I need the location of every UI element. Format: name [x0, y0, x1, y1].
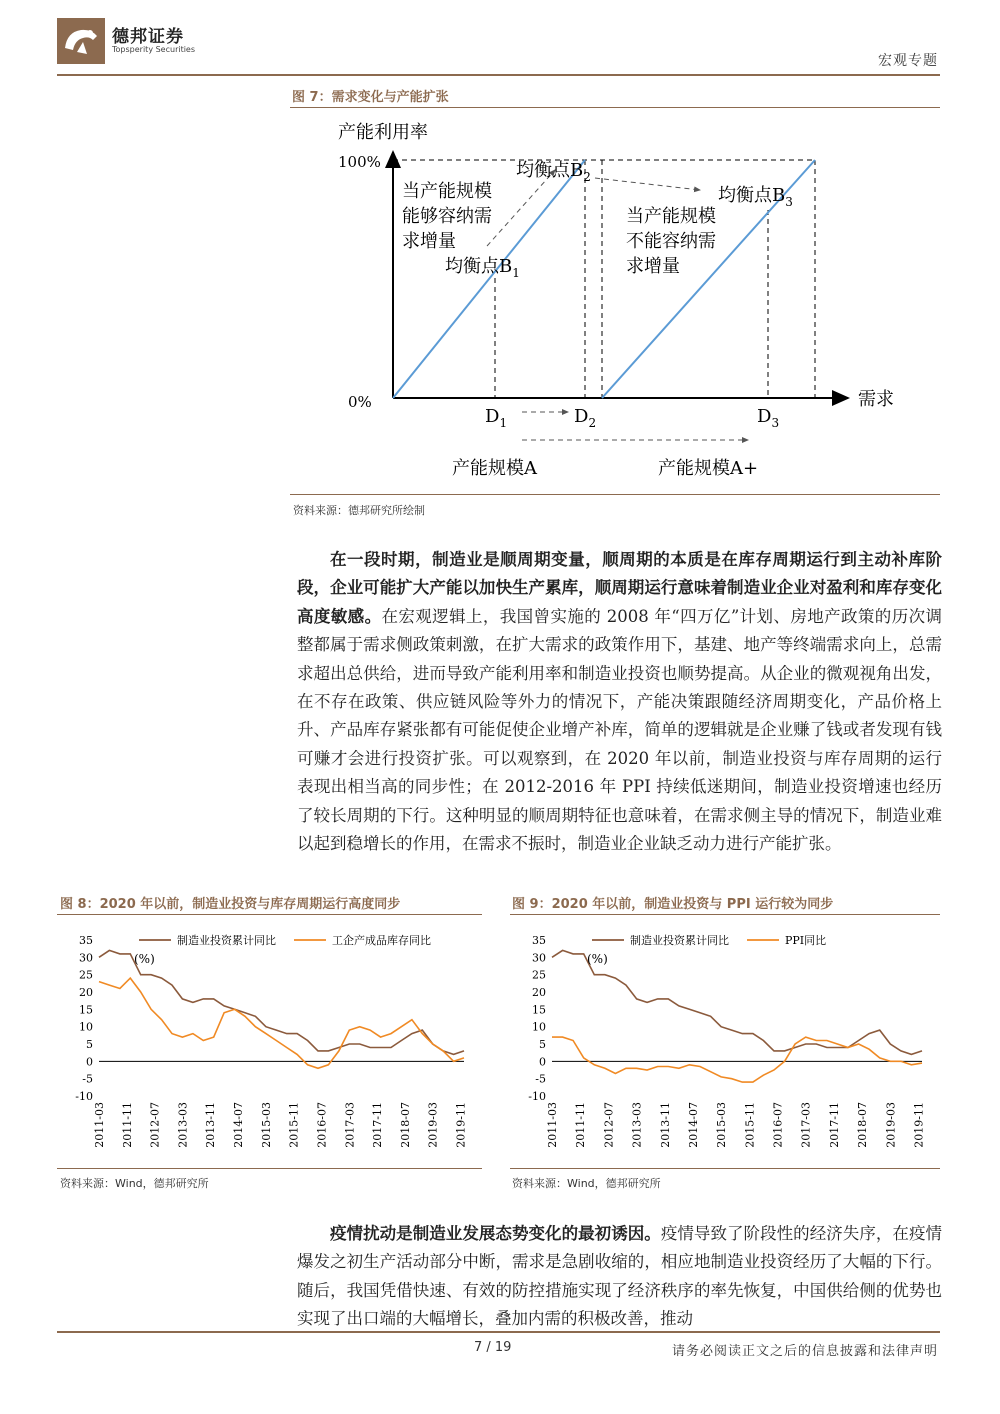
figure7-diagram	[290, 110, 940, 490]
eq-b2-label: 均衡点$B_2$	[516, 160, 591, 184]
y-tick-label: 10	[79, 1020, 93, 1034]
figure9-top-rule	[510, 914, 940, 915]
x-tick-label: 2011-11	[574, 1102, 588, 1148]
series-line-investment	[552, 950, 922, 1054]
legend-label: PPI同比	[785, 934, 827, 947]
x-tick-label: 2015-03	[259, 1102, 273, 1148]
y-bottom-label: 0%	[348, 393, 372, 411]
figure7-bottom-rule	[290, 494, 940, 495]
arrow-b2-b3	[595, 178, 700, 190]
y-axis-label: 产能利用率	[338, 122, 428, 143]
scale-a-label: 产能规模A	[452, 458, 537, 479]
x-tick-label: 2019-03	[884, 1102, 898, 1148]
x-tick-label: 2014-07	[686, 1102, 700, 1148]
legend-label: 制造业投资累计同比	[177, 934, 276, 947]
brand-name-en: Topsperity Securities	[112, 45, 196, 54]
y-tick-label: 30	[79, 951, 93, 965]
y-tick-label: -5	[535, 1072, 546, 1086]
x-tick-label: 2013-11	[204, 1102, 218, 1148]
y-top-label: 100%	[338, 153, 381, 171]
y-tick-label: 25	[532, 968, 546, 982]
x-tick-label: 2018-07	[856, 1102, 870, 1148]
x-tick-label: 2011-03	[93, 1102, 106, 1148]
figure8-source: 资料来源：Wind，德邦研究所	[60, 1177, 209, 1190]
x-tick-label: 2016-07	[315, 1102, 329, 1148]
y-tick-label: 20	[79, 986, 93, 999]
x-tick-label: 2017-03	[799, 1102, 813, 1148]
y-tick-label: -10	[75, 1090, 93, 1103]
figure9-bottom-rule	[510, 1168, 940, 1169]
note-right-line-2: 不能容纳需	[626, 231, 716, 252]
y-tick-label: 0	[539, 1055, 546, 1069]
y-tick-label: 25	[79, 968, 93, 982]
y-tick-label: 5	[539, 1038, 546, 1051]
report-section-label: 宏观专题	[878, 53, 938, 69]
x-tick-label: 2017-11	[827, 1102, 841, 1148]
body-paragraph-1	[297, 546, 942, 858]
figure8-bottom-rule	[57, 1168, 482, 1169]
x-tick-label: 2012-07	[602, 1102, 616, 1148]
note-left-line-2: 能够容纳需	[402, 206, 492, 227]
eq-b3-label: 均衡点$B_3$	[718, 185, 793, 209]
note-right-line-3: 求增量	[626, 256, 680, 277]
paragraph1-lead: 在一段时期，制造业是顺周期变量，顺周期的本质是在库存周期运行到主动补库阶段，企业可能扩大产能以加快生产累库，顺周期运行意味着制造业企业对盈利和库存变化高度敏感。	[297, 550, 942, 626]
series-line-comparison	[99, 978, 464, 1068]
x-tick-label: 2017-11	[371, 1102, 385, 1148]
x-tick-label: 2013-03	[176, 1102, 190, 1148]
x-tick-label: 2015-11	[287, 1102, 301, 1148]
y-tick-label: 10	[532, 1020, 546, 1034]
figure7-title: 图 7：需求变化与产能扩张	[292, 90, 449, 105]
figure9-source: 资料来源：Wind，德邦研究所	[512, 1177, 661, 1190]
y-tick-label: 35	[532, 934, 546, 947]
brand-name-cn: 德邦证券	[112, 27, 184, 47]
legal-disclaimer: 请务必阅读正文之后的信息披露和法律声明	[671, 1344, 938, 1359]
series-line-comparison	[552, 1037, 922, 1082]
x-tick-label: 2018-07	[398, 1102, 412, 1148]
paragraph2-lead: 疫情扰动是制造业发展态势变化的最初诱因。	[330, 1224, 661, 1243]
x-tick-label: 2019-03	[426, 1102, 440, 1148]
scale-a-plus-label: 产能规模A+	[658, 458, 759, 479]
x-tick-label: 2016-07	[771, 1102, 785, 1148]
unit-label: (%)	[134, 952, 155, 966]
y-tick-label: -5	[82, 1072, 93, 1086]
footer-rule	[57, 1331, 940, 1333]
legend-label: 制造业投资累计同比	[630, 934, 729, 947]
x-tick-label: 2019-11	[454, 1102, 468, 1148]
note-left-line-3: 求增量	[402, 231, 456, 252]
d2-label: $D_2$	[574, 406, 597, 430]
header-rule	[57, 74, 940, 76]
arrow-b1-b2	[487, 170, 555, 246]
x-tick-label: 2011-11	[120, 1102, 134, 1148]
paragraph2-text: 疫情导致了阶段性的经济失序，在疫情爆发之初生产活动部分中断，需求是急剧收缩的，相应地制造业投资经历了大幅的下行。随后，我国凭借快速、有效的防控措施实现了经济秩序的率先恢复，中国供给侧的优势也实现了出口端的大幅增长，叠加内需的积极改善，推动	[297, 1224, 943, 1329]
x-tick-label: 2015-03	[715, 1102, 729, 1148]
series-line-investment	[99, 950, 464, 1054]
d1-label: $D_1$	[485, 406, 508, 430]
legend-label: 工企产成品库存同比	[332, 934, 431, 947]
x-tick-label: 2012-07	[148, 1102, 162, 1148]
x-tick-label: 2011-03	[546, 1102, 559, 1148]
x-tick-label: 2019-11	[912, 1102, 926, 1148]
y-tick-label: 20	[532, 986, 546, 999]
y-tick-label: 35	[79, 934, 93, 947]
note-left-line-1: 当产能规模	[402, 181, 492, 202]
figure7-source: 资料来源：德邦研究所绘制	[293, 504, 425, 517]
eq-b1-label: 均衡点$B_1$	[445, 256, 520, 280]
y-tick-label: 15	[79, 1003, 93, 1017]
x-tick-label: 2014-07	[232, 1102, 246, 1148]
y-tick-label: -10	[528, 1090, 546, 1103]
figure8-title: 图 8：2020 年以前，制造业投资与库存周期运行高度同步	[60, 897, 401, 912]
y-tick-label: 15	[532, 1003, 546, 1017]
y-tick-label: 0	[86, 1055, 93, 1069]
company-logo	[57, 18, 105, 64]
unit-label: (%)	[587, 952, 608, 966]
body-paragraph-2	[297, 1220, 942, 1334]
bull-logo-icon	[57, 18, 105, 64]
figure8-line-chart	[57, 918, 482, 1168]
paragraph1-text: 在宏观逻辑上，我国曾实施的 2008 年“四万亿”计划、房地产政策的历次调整都属于需求侧政策刺激，在扩大需求的政策作用下，基建、地产等终端需求向上，总需求超出总供给，进而导致产能利用率和制造业投资也顺势提高。从企业的微观视角出发，在不存在政策、供应链风险等外力的情况下，产能决策跟随经济周期变化，产品价格上升、产品库存紧张都有可能促使企业增产补库，简单的逻辑就是企业赚了钱或者发现有钱可赚才会进行投资扩张。可以观察到，在 2020 年以前，制造业投资与库存周期的运行表现出相当高的同步性；在 2012-2016 年 PPI 持续低迷期间，制造业投资增速也经历了较长周期的下行。这种明显的顺周期特征也意味着，在需求侧主导的情况下，制造业难以起到稳增长的作用，在需求不振时，制造业企业缺乏动力进行产能扩张。	[297, 606, 942, 854]
y-tick-label: 30	[532, 951, 546, 965]
figure9-title: 图 9：2020 年以前，制造业投资与 PPI 运行较为同步	[512, 897, 834, 912]
figure9-line-chart	[510, 918, 940, 1168]
y-tick-label: 5	[86, 1038, 93, 1051]
x-tick-label: 2017-03	[343, 1102, 357, 1148]
x-tick-label: 2013-03	[630, 1102, 644, 1148]
figure8-top-rule	[57, 914, 482, 915]
d3-label: $D_3$	[757, 406, 780, 430]
x-axis-label: 需求	[858, 389, 894, 410]
page-number: 7 / 19	[474, 1340, 512, 1355]
x-tick-label: 2013-11	[658, 1102, 672, 1148]
figure7-top-rule	[290, 107, 940, 108]
note-right-line-1: 当产能规模	[626, 206, 716, 227]
x-tick-label: 2015-11	[743, 1102, 757, 1148]
